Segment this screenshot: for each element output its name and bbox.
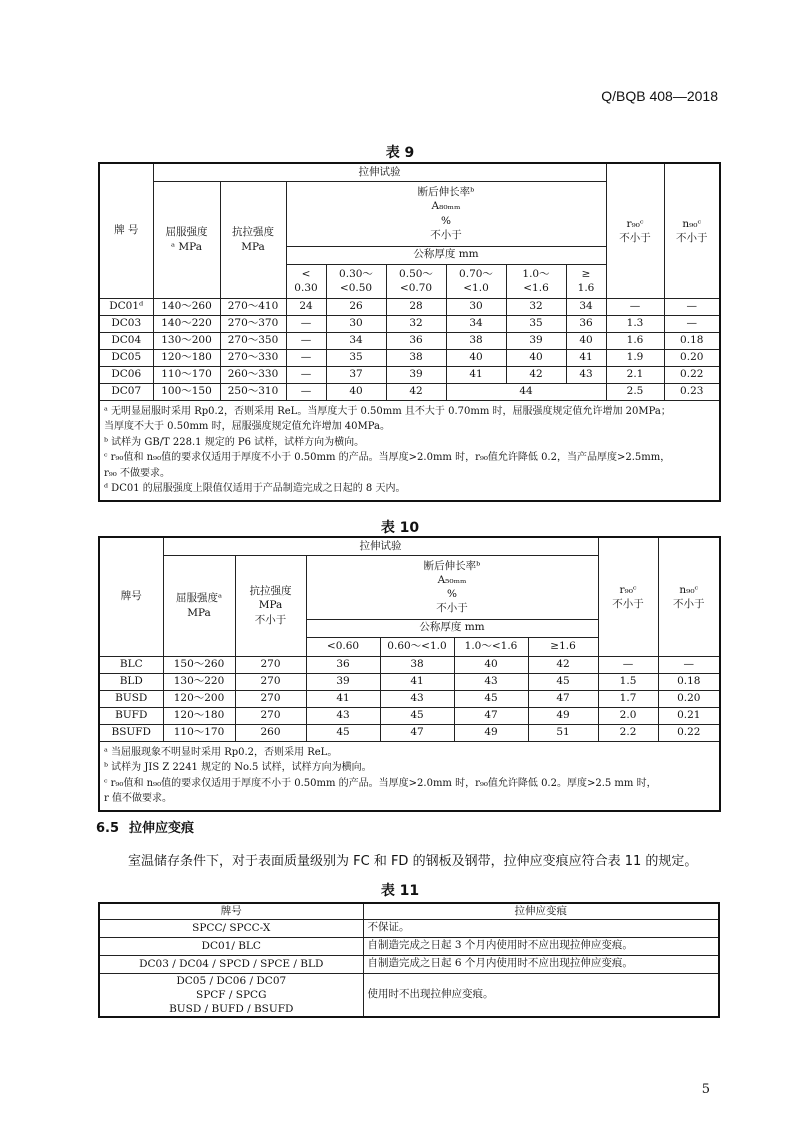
- table10-note: ᶜ r₉₀值和 n₉₀值的要求仅适用于厚度不小于 0.50mm 的产品。当厚度>2.0mm 时，r₉₀值允许降低 0.2。厚度>2.5 mm 时，: [104, 777, 657, 789]
- t9-h-r90: r₉₀ᶜ 不小于: [606, 163, 664, 298]
- t9-h-tensile: 拉伸试验: [153, 163, 606, 181]
- table9-note: ᵇ 试样为 GB/T 228.1 规定的 P6 试样，试样方向为横向。: [104, 436, 365, 448]
- t11-requirement-cell: 使用时不出现拉伸应变痕。: [363, 973, 719, 1017]
- t9-h-yield: 屈服强度 ᵃ MPa: [153, 181, 220, 298]
- t10-h-elongation: 断后伸长率ᵇ A₅₀ₘₘ % 不小于: [306, 555, 598, 619]
- table-row: DC03 140～220 270～370 — 30 32 34 35 36 1.3 —: [99, 315, 720, 332]
- table-row: DC06 110～170 260～330 — 37 39 41 42 43 2.1 0.22: [99, 366, 720, 383]
- table-row: [99, 919, 719, 937]
- table9-notes: [99, 400, 720, 501]
- table-row: BUSD 120～200 270 41 43 45 47 1.7 0.20: [99, 690, 720, 707]
- t10-h-yield: 屈服强度ᵃ MPa: [163, 555, 235, 656]
- t10-h-r90: r₉₀ᶜ 不小于: [598, 537, 658, 656]
- t9-thickness-col: ≥ 1.6: [566, 264, 606, 298]
- table10-note: r 值不做要求。: [104, 793, 172, 804]
- table-row: DC07 100～150 250～310 — 40 42 44 2.5 0.23: [99, 383, 720, 400]
- t11-requirement-cell: 不保证。: [363, 919, 719, 937]
- table9-note: 当厚度不大于 0.50mm 时，屈服强度规定值允许增加 40MPa。: [104, 421, 390, 432]
- table9-caption: 表 9: [385, 145, 415, 161]
- table-row: [99, 973, 719, 1017]
- table-row: DC04 130～200 270～350 — 34 36 38 39 40 1.6 0.18: [99, 332, 720, 349]
- t10-thickness-col: ≥1.6: [528, 637, 598, 656]
- t11-brand-cell: SPCC/ SPCC-X: [99, 919, 363, 937]
- table10-notes: [99, 741, 720, 811]
- table10-note: ᵇ 试样为 JIS Z 2241 规定的 No.5 试样，试样方向为横向。: [104, 762, 372, 773]
- table9: [98, 162, 721, 502]
- table9-note: r₉₀ 不做要求。: [104, 467, 170, 479]
- table9-note: ᵈ DC01 的屈服强度上限值仅适用于产品制造完成之日起的 8 天内。: [104, 483, 406, 494]
- t9-h-ts: 抗拉强度 MPa: [220, 181, 286, 298]
- t10-h-thickness: 公称厚度 mm: [306, 619, 598, 637]
- t11-brand-cell: DC05 / DC06 / DC07 SPCF / SPCG BUSD / BUFD / BSUFD: [99, 973, 363, 1017]
- t10-h-n90: n₉₀ᶜ 不小于: [658, 537, 720, 656]
- standard-code: Q/BQB 408—2018: [601, 88, 718, 104]
- table10-note: ᵃ 当屈服现象不明显时采用 Rp0.2，否则采用 ReL。: [104, 746, 338, 758]
- t11-brand-cell: DC03 / DC04 / SPCD / SPCE / BLD: [99, 955, 363, 973]
- table-row: DC01ᵈ 140～260 270～410 24 26 28 30 32 34 — —: [99, 298, 720, 315]
- table9-note: ᵃ 无明显屈服时采用 Rp0.2，否则采用 ReL。当厚度大于 0.50mm 且不大于 0.70mm 时，屈服强度规定值允许增加 20MPa；: [104, 405, 671, 417]
- t10-h-brand: 牌号: [99, 537, 163, 656]
- t9-thickness-col: 0.30～ <0.50: [326, 264, 386, 298]
- t10-h-tensile: 拉伸试验: [163, 537, 598, 555]
- t11-requirement-cell: 自制造完成之日起 6 个月内使用时不应出现拉伸应变痕。: [363, 955, 719, 973]
- t9-h-elongation: 断后伸长率ᵇ A₈₀ₘₘ % 不小于: [286, 181, 606, 246]
- section-heading: 6.5 拉伸应变痕: [96, 821, 195, 836]
- t9-h-thickness: 公称厚度 mm: [286, 246, 606, 264]
- table-row: BLD 130～220 270 39 41 43 45 1.5 0.18: [99, 673, 720, 690]
- table-row: BSUFD 110～170 260 45 47 49 51 2.2 0.22: [99, 724, 720, 741]
- table10-caption: 表 10: [380, 520, 420, 536]
- t9-thickness-col: 1.0～ <1.6: [506, 264, 566, 298]
- table-row: [99, 937, 719, 955]
- t11-h-strain: 拉伸应变痕: [363, 903, 719, 919]
- section-paragraph: 室温储存条件下，对于表面质量级别为 FC 和 FD 的钢板及钢带，拉伸应变痕应符合表 11 的规定。: [128, 854, 698, 869]
- table-row: [99, 955, 719, 973]
- table-row: BUFD 120～180 270 43 45 47 49 2.0 0.21: [99, 707, 720, 724]
- t11-requirement-cell: 自制造完成之日起 3 个月内使用时不应出现拉伸应变痕。: [363, 937, 719, 955]
- table9-note: ᶜ r₉₀值和 n₉₀值的要求仅适用于厚度不小于 0.50mm 的产品。当厚度>2.0mm 时，r₉₀值允许降低 0.2，当产品厚度>2.5mm，: [104, 452, 671, 463]
- table-row: DC05 120～180 270～330 — 35 38 40 40 41 1.9 0.20: [99, 349, 720, 366]
- t10-h-ts: 抗拉强度 MPa 不小于: [235, 555, 306, 656]
- t10-thickness-col: 1.0～<1.6: [454, 637, 528, 656]
- table-row: BLC 150～260 270 36 38 40 42 — —: [99, 656, 720, 673]
- t9-thickness-col: 0.50～ <0.70: [386, 264, 446, 298]
- page-number: 5: [701, 1082, 710, 1097]
- t11-h-brand: 牌号: [99, 903, 363, 919]
- t9-thickness-col: 0.70～ <1.0: [446, 264, 506, 298]
- table11: [98, 902, 720, 1018]
- t10-thickness-col: <0.60: [306, 637, 380, 656]
- table11-caption: 表 11: [380, 883, 420, 899]
- t9-h-brand: 牌 号: [99, 163, 153, 298]
- t9-thickness-col: < 0.30: [286, 264, 326, 298]
- t9-h-n90: n₉₀ᶜ 不小于: [664, 163, 720, 298]
- t11-brand-cell: DC01/ BLC: [99, 937, 363, 955]
- table10: [98, 536, 721, 812]
- t10-thickness-col: 0.60～<1.0: [380, 637, 454, 656]
